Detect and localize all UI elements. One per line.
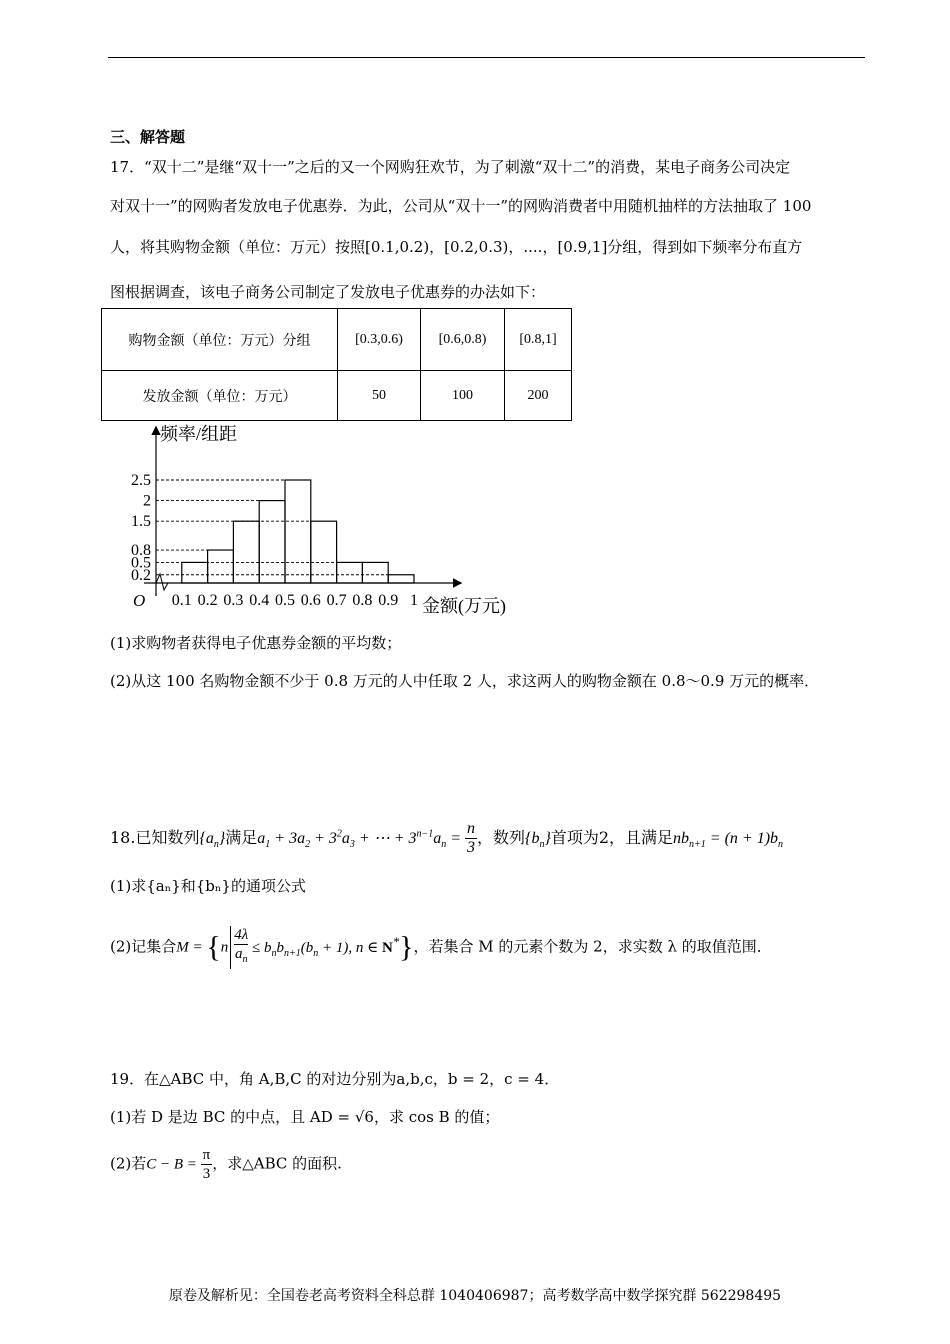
q19-sub2-a: (2)若 (110, 1154, 147, 1173)
table-cell: 100 (421, 371, 505, 421)
section-title: 三、解答题 (110, 128, 186, 146)
x-tick-label: 0.3 (223, 592, 244, 609)
x-axis-label: 金额(万元) (422, 596, 506, 616)
histogram-bar (208, 550, 234, 583)
histogram-bar (233, 521, 259, 583)
table-header-amount: 发放金额（单位：万元） (102, 371, 338, 421)
y-tick-label: 0.5 (131, 554, 151, 572)
histogram-bar (388, 575, 414, 583)
histogram-bar (259, 501, 285, 583)
table-cell: 200 (505, 371, 572, 421)
q18-number: 18. (110, 828, 136, 847)
x-tick-label: 0.4 (249, 592, 270, 609)
x-tick-label: 0.7 (326, 592, 347, 609)
coupon-table (101, 308, 572, 421)
y-tick-label: 0.2 (131, 566, 151, 584)
x-tick-label: 0.5 (275, 592, 295, 609)
histogram-bar (285, 480, 311, 583)
y-axis-label: 频率/组距 (160, 424, 238, 444)
axis-break-mark (156, 574, 168, 590)
y-tick-label: 0.8 (131, 542, 151, 560)
q17-line-1: 17．“双十二”是继“双十一”之后的又一个网购狂欢节，为了刺激“双十二”的消费，某电子商务公司决定 (110, 158, 791, 176)
origin-label: O (133, 591, 146, 610)
footer-note: 原卷及解析见：全国卷老高考资料全科总群 1040406987；高考数学高中数学探究群 562298495 (168, 1288, 782, 1304)
x-tick-label: 0.9 (378, 592, 399, 609)
q18-text-a: 已知数列 (135, 828, 200, 847)
q18-sub2-a: (2)记集合 (110, 937, 177, 956)
q17-line-2: 对双十一”的网购者发放电子优惠券．为此，公司从“双十一”的网购消费者中用随机抽样的方法抽取了 100 (110, 197, 812, 215)
q17-line-3: 人，将其购物金额（单位：万元）按照[0.1,0.2)，[0.2,0.3)，....，[0.9,1]分组，得到如下频率分布直方 (110, 238, 803, 256)
q19-line-1: 19．在△ABC 中，角 A,B,C 的对边分别为a,b,c，b = 2，c = 4． (110, 1070, 560, 1088)
y-tick-label: 2 (143, 492, 151, 510)
histogram-bar (362, 562, 388, 583)
q19-sub1: (1)若 D 是边 BC 的中点，且 AD = √6，求 cos B 的值； (110, 1108, 500, 1126)
q18-text-c: ，数列 (477, 828, 526, 847)
histogram-bar (182, 562, 208, 583)
y-tick-label: 2.5 (131, 472, 151, 489)
q18-line-1: 18.已知数列$\{a_n\}$满足$a_1 + 3a_2 + 3^2a_3$ + ⋯ + $3^{n-1}a_n$ = $\frac{n}{3}$ ，数列$\{b_n\}$首项为2，且满足$nb_{n+1} = (n + 1)b_n$ (110, 820, 784, 856)
x-tick-label: 0.6 (300, 592, 321, 609)
x-tick-label: 0.8 (352, 592, 373, 609)
q17-sub2: (2)从这 100 名购物金额不少于 0.8 万元的人中任取 2 人，求这两人的购物金额在 0.8～0.9 万元的概率． (110, 672, 820, 690)
q18-sub2: (2)记集合M = {n $\frac{4\lambda}{a_n}$ ≤ $b_nb_{n+1}(b_n + 1)$, n ∈ N*}，若集合 M 的元素个数为 2，求实数 λ 的取值范围． (110, 926, 772, 969)
q19-sub2: (2)若C − B = $\frac{\pi}{3}$ ，求△ABC 的面积. (110, 1147, 342, 1182)
table-cell: 50 (338, 371, 421, 421)
q18-sub2-b: ，若集合 M 的元素个数为 2，求实数 λ 的取值范围． (413, 937, 772, 956)
q18-text-b: 满足 (225, 828, 258, 847)
y-tick-label: 1.5 (131, 513, 151, 531)
q17-line-4: 图根据调查，该电子商务公司制定了发放电子优惠券的办法如下： (110, 283, 546, 301)
table-cell: [0.3,0.6) (338, 309, 421, 371)
histogram-bar (311, 521, 337, 583)
x-tick-label: 0.1 (171, 592, 192, 609)
q18-text-d: 首项为2，且满足 (550, 828, 674, 847)
table-cell: [0.6,0.8) (421, 309, 505, 371)
header-rule (108, 57, 865, 58)
x-tick-label: 0.2 (197, 592, 218, 609)
table-header-group: 购物金额（单位：万元）分组 (102, 309, 338, 371)
frequency-histogram (100, 420, 520, 620)
table-cell: [0.8,1] (505, 309, 572, 371)
q18-sub1: (1)求{aₙ}和{bₙ}的通项公式 (110, 877, 306, 895)
x-tick-label: 1 (410, 592, 418, 609)
histogram-bar (337, 562, 363, 583)
q19-sub2-b: ，求△ABC 的面积. (212, 1154, 342, 1173)
q17-sub1: (1)求购物者获得电子优惠券金额的平均数； (110, 634, 402, 652)
